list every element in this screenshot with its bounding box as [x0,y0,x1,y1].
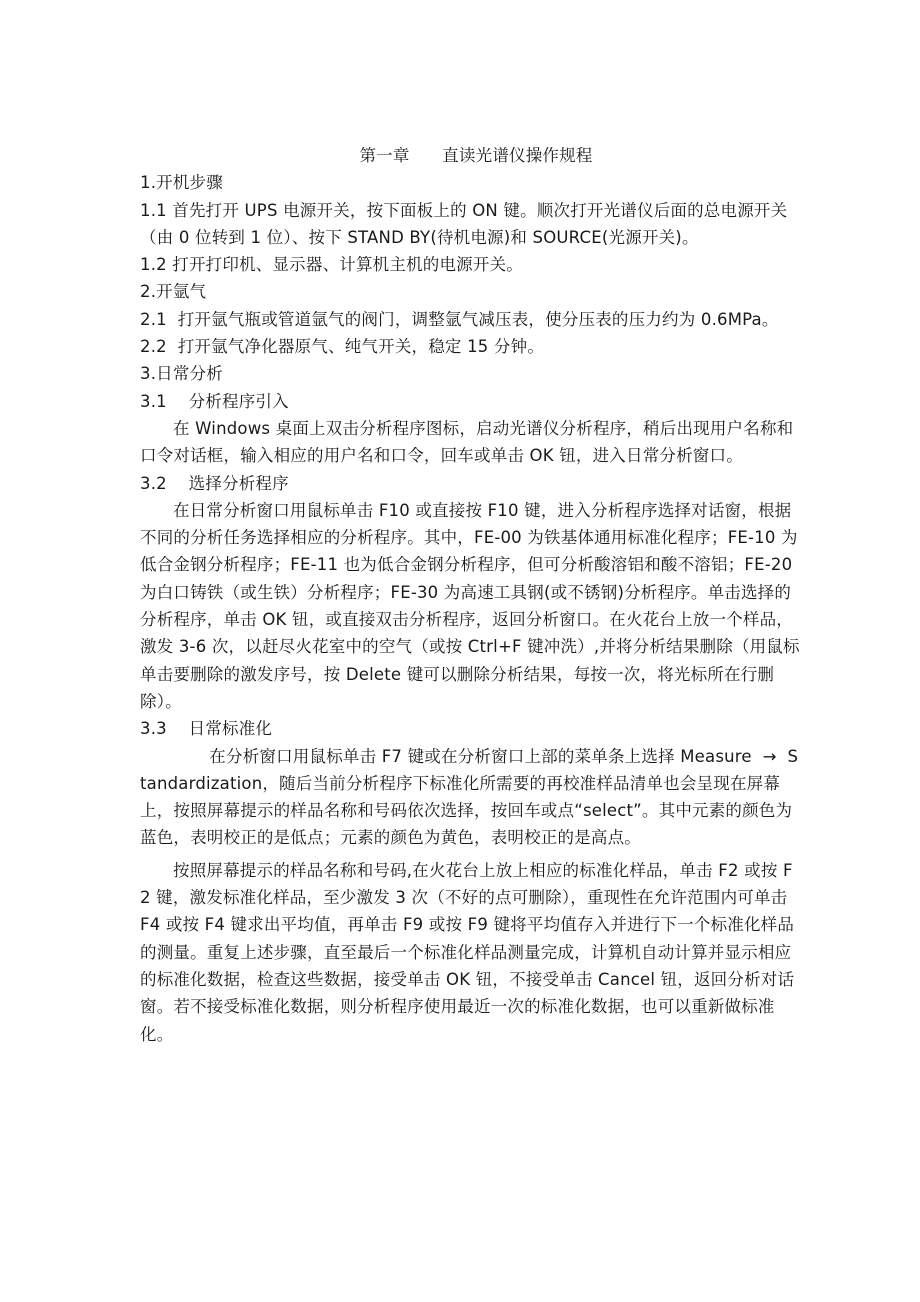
heading-2: 2.开氩气 [140,282,207,302]
heading-3: 3.日常分析 [140,364,223,384]
paragraph-3-3-a: 在分析窗口用鼠标单击 F7 键或在分析窗口上部的菜单条上选择 Measure → Standardization，随后当前分析程序下标准化所需要的再校准样品清单也会呈现在屏幕上，按照屏幕提示的样品名称和号码依次选择，按回车或点“select”。其中元素的颜色为蓝色，表明校正的是低点；元素的颜色为黄色，表明校正的是高点。 [140,746,799,848]
paragraph-2-2: 2.2 打开氩气净化器原气、纯气开关，稳定 15 分钟。 [140,337,545,357]
subheading-3-3: 3.3 日常标准化 [140,719,273,739]
heading-1: 1.开机步骤 [140,173,223,193]
paragraph-3-1: 在 Windows 桌面上双击分析程序图标，启动光谱仪分析程序，稍后出现用户名称和口令对话框，输入相应的用户名和口令，回车或单击 OK 钮，进入日常分析窗口。 [140,418,794,466]
paragraph-1-2: 1.2 打开打印机、显示器、计算机主机的电源开关。 [140,255,523,275]
paragraph-1-1: 1.1 首先打开 UPS 电源开关，按下面板上的 ON 键。顺次打开光谱仪后面的总电源开关（由 0 位转到 1 位）、按下 STAND BY(待机电源)和 SOURCE(光源开关)。 [140,200,788,247]
chapter-title: 第一章 直读光谱仪操作规程 [359,146,593,165]
paragraph-3-2: 在日常分析窗口用鼠标单击 F10 或直接按 F10 键，进入分析程序选择对话窗，根据不同的分析任务选择相应的分析程序。其中，FE-00 为铁基体通用标准化程序；FE-10 为低合金钢分析程序；FE-11 也为低合金钢分析程序，但可分析酸溶铝和酸不溶铝；FE-20 为白口铸铁（或生铁）分析程序；FE-30 为高速工具钢(或不锈钢)分析程序。单击选择的分析程序，单击 OK 钮，或直接双击分析程序，返回分析窗口。在火花台上放一个样品，激发 3-6 次，以赶尽火花室中的空气（或按 Ctrl+F 键冲洗）,并将分析结果删除（用鼠标单击要删除的激发序号，按 Delete 键可以删除分析结果，每按一次，将光标所在行删除）。 [140,500,800,711]
paragraph-2-1: 2.1 打开氩气瓶或管道氩气的阀门，调整氩气减压表，使分压表的压力约为 0.6MPa。 [140,309,779,329]
document-body [140,142,800,1048]
subheading-3-2: 3.2 选择分析程序 [140,473,289,493]
paragraph-3-3-b: 按照屏幕提示的样品名称和号码,在火花台上放上相应的标准化样品，单击 F2 或按 F2 键，激发标准化样品，至少激发 3 次（不好的点可删除），重现性在允许范围内可单击 F4 或按 F4 键求出平均值，再单击 F9 或按 F9 键将平均值存入并进行下一个标准化样品的测量。重复上述步骤，直至最后一个标准化样品测量完成，计算机自动计算并显示相应的标准化数据，检查这些数据，接受单击 OK 钮，不接受单击 Cancel 钮，返回分析对话窗。若不接受标准化数据，则分析程序使用最近一次的标准化数据，也可以重新做标准化。 [140,860,795,1044]
subheading-3-1: 3.1 分析程序引入 [140,391,289,411]
